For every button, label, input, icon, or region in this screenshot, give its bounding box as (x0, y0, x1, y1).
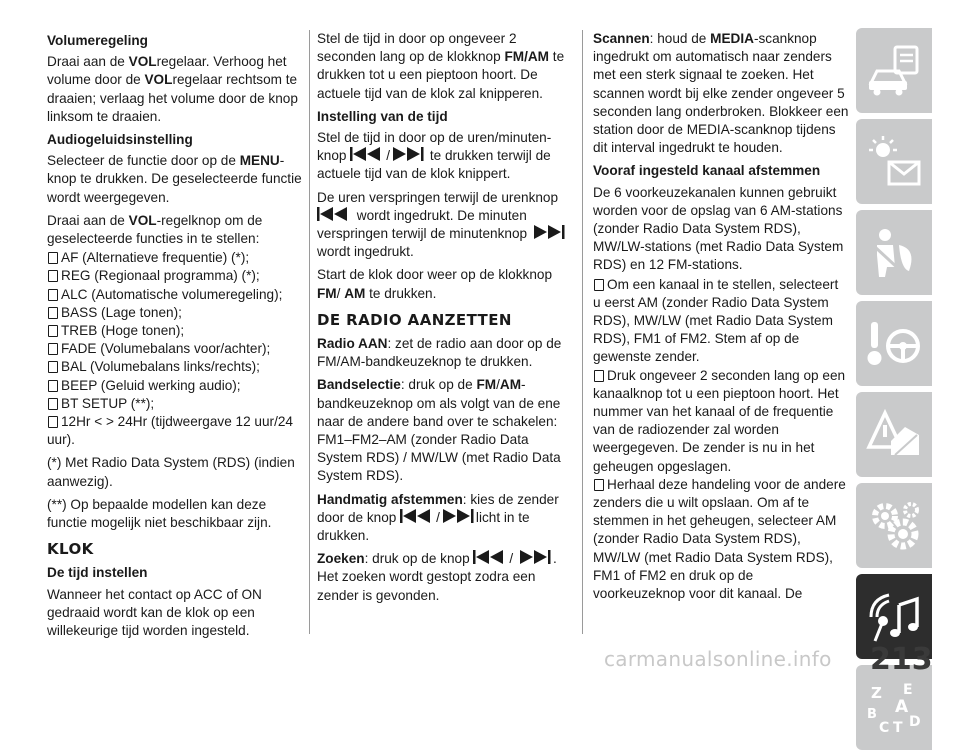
list-item: Herhaal deze handeling voor de andere zenders die u wilt opslaan. Om af te stemmen in het geheugen, selecteer AM (zonder Radio Data System RDS), MW/LW (met Radio Data System RDS), FM1 of FM2 en druk op de voorkeuzeknop voor dit kanaal. De (593, 476, 846, 602)
maintenance-icon (865, 498, 923, 554)
bullet-icon (48, 325, 58, 337)
list-item: BASS (Lage tonen); (47, 304, 303, 322)
list-item: REG (Regionaal programma) (*); (47, 267, 303, 285)
bullet-icon (48, 252, 58, 264)
paragraph-bandselectie: Bandselectie: druk op de FM/AM-bandkeuzeknop om als volgt van de ene naar de andere band over te schakelen: FM1–FM2–AM (zonder Radio Data System RDS) / MW/LW (met Radio Data System RDS). (317, 377, 561, 484)
tab-warning-lights[interactable] (856, 119, 932, 204)
index-letter: E (903, 681, 913, 698)
heading-tijd-instellen: De tijd instellen (47, 565, 148, 581)
seek-back-icon (350, 147, 386, 161)
paragraph-zoeken: Zoeken: druk op de knop / . Het zoeken wordt gestopt zodra een zender is gevonden. (317, 551, 557, 603)
bullet-icon (594, 279, 604, 291)
warning-lights-icon (865, 134, 923, 190)
seek-forward-icon (390, 147, 426, 161)
paragraph-volume: Draai aan de VOLregelaar. Verhoog het volume door de VOLregelaar rechtsom te draaien; verlaag het volume door de knop linksom te draaien. (47, 54, 298, 124)
bullet-icon (48, 307, 58, 319)
starting-driving-icon (865, 316, 923, 372)
paragraph-klokknop: Stel de tijd in door op ongeveer 2 seconden lang op de klokknop FM/AM te drukken tot u een pieptoon hoort. De actuele tijd van de klok zal knipperen. (317, 31, 565, 101)
list-item: AF (Alternatieve frequentie) (*); (47, 249, 303, 267)
list-item: TREB (Hoge tonen); (47, 322, 303, 340)
paragraph-uren: De uren verspringen terwijl de urenknop wordt ingedrukt. De minuten verspringen terwijl de minutenknop wordt ingedrukt. (317, 189, 575, 262)
seek-back-icon (473, 550, 509, 564)
paragraph-tijd: Wanneer het contact op ACC of ON gedraaid wordt kan de klok op een willekeurige tijd worden ingesteld. (47, 586, 262, 639)
index-letter: Z (871, 683, 882, 702)
section-title-radio: DE RADIO AANZETTEN (317, 310, 512, 329)
column-divider (309, 30, 310, 634)
paragraph-audio: Selecteer de functie door op de MENU-knop te drukken. De geselecteerde functie wordt weergegeven. (47, 153, 302, 205)
bullet-icon (48, 380, 58, 392)
tab-index[interactable] (856, 665, 932, 750)
heading-audio: Audiogeluidsinstelling (47, 132, 193, 148)
multimedia-icon (865, 589, 923, 645)
paragraph-scannen: Scannen: houd de MEDIA-scanknop ingedrukt om automatisch naar zenders met een sterk signaal te zoeken. Het scannen wordt bij elke zender ongeveer 5 seconden lang onderbroken. Blokkeer een station door de MEDIA-scanknop tijdens dit interval ingedrukt te houden. (593, 31, 849, 156)
index-letter: A (895, 696, 909, 717)
list-item: Druk ongeveer 2 seconden lang op een kanaalknop tot u een pieptoon hoort. Het nummer van het kanaal of de frequentie van de radiozender zal worden weergegeven. De zender is nu in het geheugen opgeslagen. (593, 367, 846, 474)
index-icon (863, 680, 925, 736)
section-title-klok: KLOK (47, 540, 94, 559)
car-info-icon (865, 45, 923, 97)
tab-car-info[interactable] (856, 28, 932, 113)
bullet-icon (48, 398, 58, 410)
bullet-icon (48, 343, 58, 355)
index-letter: B (867, 706, 877, 722)
bullet-icon (594, 479, 604, 491)
list-item: BAL (Volumebalans links/rechts); (47, 358, 303, 376)
seek-back-icon (400, 509, 436, 523)
index-letter: T (893, 719, 903, 736)
column-2 (317, 30, 575, 610)
heading-volume: Volumeregeling (47, 33, 148, 48)
tab-starting-driving[interactable] (856, 301, 932, 386)
paragraph-draai: Draai aan de VOL-regelknop om de geselecteerde functies in te stellen: (47, 212, 263, 247)
bullet-icon (594, 370, 604, 382)
tab-maintenance[interactable] (856, 483, 932, 568)
tab-emergency[interactable] (856, 392, 932, 477)
index-letter: C (879, 719, 890, 736)
list-item: FADE (Volumebalans voor/achter); (47, 340, 303, 358)
list-item: 12Hr < > 24Hr (tijdweergave 12 uur/24 uur). (47, 414, 293, 448)
heading-vooraf-ingesteld: Vooraf ingesteld kanaal afstemmen (593, 163, 821, 179)
bullet-icon (48, 416, 58, 428)
emergency-icon (865, 407, 923, 463)
paragraph-start-klok: Start de klok door weer op de klokknop FM/ AM te drukken. (317, 267, 553, 301)
paragraph-handmatig: Handmatig afstemmen: kies de zender door de knop / licht in te drukken. (317, 491, 559, 544)
list-item: BEEP (Geluid werking audio); (47, 377, 303, 395)
paragraph-voorkeuze: De 6 voorkeuzekanalen kunnen gebruikt worden voor de opslag van 6 AM-stations (zonder Radio Data System RDS), MW/LW-stations (met Radio Data System RDS) en 12 FM-stations. (593, 184, 844, 273)
watermark: carmanualsonline.info (604, 647, 832, 671)
list-item: ALC (Automatische volumeregeling); (47, 286, 303, 304)
index-letter: D (909, 713, 921, 730)
paragraph-instelling: Stel de tijd in door op de uren/minuten-knop / te drukken terwijl de actuele tijd van de klok knippert. (317, 130, 552, 182)
list-item: BT SETUP (**); (47, 395, 303, 413)
seek-back-icon (317, 207, 353, 221)
footnote-rds: (*) Met Radio Data System (RDS) (indien aanwezig). (47, 455, 295, 489)
heading-instelling-tijd: Instelling van de tijd (317, 108, 448, 124)
safety-airbag-icon (865, 225, 923, 281)
column-3 (593, 30, 849, 603)
paragraph-radio-aan: Radio AAN: zet de radio aan door op de FM/AM-bandkeuzeknop te drukken. (317, 336, 562, 370)
footnote-models: (**) Op bepaalde modellen kan deze functie mogelijk niet beschikbaar zijn. (47, 496, 272, 531)
bullet-icon (48, 270, 58, 282)
seek-forward-icon (517, 550, 553, 564)
page-number: 213 (870, 642, 933, 677)
column-1 (47, 30, 303, 645)
list-item: Om een kanaal in te stellen, selecteert u eerst AM (zonder Radio Data System RDS), MW/LW (met Radio Data System RDS), FM1 of FM2. Stem af op de gewenste zender. (593, 276, 839, 365)
bullet-icon (48, 289, 58, 301)
seek-forward-icon (531, 225, 567, 239)
function-list (47, 249, 303, 449)
tab-safety[interactable] (856, 210, 932, 295)
column-divider (582, 30, 583, 634)
seek-forward-icon (440, 509, 476, 523)
bullet-icon (48, 361, 58, 373)
